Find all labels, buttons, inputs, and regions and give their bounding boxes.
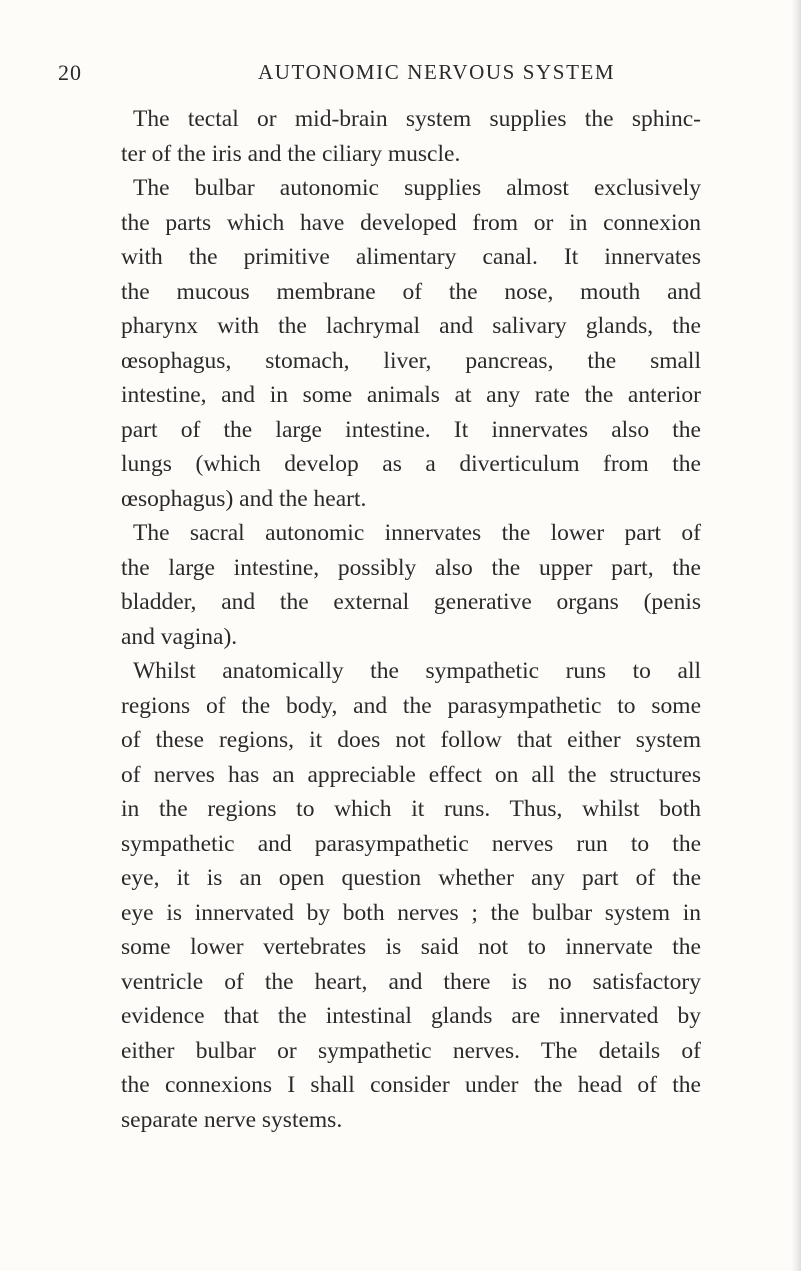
text-line: part of the large intestine. It innervates also the	[121, 416, 701, 443]
text-line: bladder, and the external generative organs (penis	[121, 589, 701, 615]
text-line: The tectal or mid-brain system supplies the sphinc-	[133, 106, 701, 132]
text-line: pharynx with the lachrymal and salivary glands, the	[121, 313, 701, 339]
page-number: 20	[58, 60, 82, 85]
text-line: intestine, and in some animals at any rate the anterior	[121, 382, 701, 408]
text-line: in the regions to which it runs. Thus, whilst both	[121, 796, 701, 822]
body-text	[121, 102, 701, 1137]
text-line: œsophagus) and the heart.	[121, 485, 367, 512]
text-line: The sacral autonomic innervates the lower part of	[133, 520, 701, 546]
text-line: with the primitive alimentary canal. It innervates	[121, 244, 701, 270]
page-header	[58, 60, 758, 90]
text-line: eye, it is an open question whether any part of the	[121, 865, 701, 891]
text-line: the parts which have developed from or in connexion	[121, 209, 701, 236]
text-line: separate nerve systems.	[121, 1106, 343, 1133]
text-line: sympathetic and parasympathetic nerves run to the	[121, 830, 701, 857]
text-line: Whilst anatomically the sympathetic runs to all	[133, 658, 701, 684]
text-line: and vagina).	[121, 623, 238, 650]
text-line: of nerves has an appreciable effect on all the structures	[121, 761, 701, 788]
text-line: lungs (which develop as a diverticulum from the	[121, 451, 701, 477]
text-line: The bulbar autonomic supplies almost exclusively	[133, 175, 701, 201]
text-line: ventricle of the heart, and there is no satisfactory	[121, 968, 701, 995]
text-line: eye is innervated by both nerves ; the bulbar system in	[121, 899, 701, 926]
text-line: ter of the iris and the ciliary muscle.	[121, 140, 461, 167]
text-line: regions of the body, and the parasympathetic to some	[121, 692, 701, 719]
page-edge-shadow	[791, 0, 801, 1271]
text-line: the large intestine, possibly also the upper part, the	[121, 554, 701, 581]
text-line: the mucous membrane of the nose, mouth and	[121, 278, 701, 305]
text-line: evidence that the intestinal glands are innervated by	[121, 1003, 701, 1029]
text-line: œsophagus, stomach, liver, pancreas, the small	[121, 347, 701, 374]
text-line: either bulbar or sympathetic nerves. The details of	[121, 1037, 701, 1064]
text-line: some lower vertebrates is said not to innervate the	[121, 934, 701, 960]
text-line: the connexions I shall consider under the head of the	[121, 1072, 701, 1098]
running-head: AUTONOMIC NERVOUS SYSTEM	[258, 60, 616, 84]
text-line: of these regions, it does not follow that either system	[121, 727, 701, 753]
